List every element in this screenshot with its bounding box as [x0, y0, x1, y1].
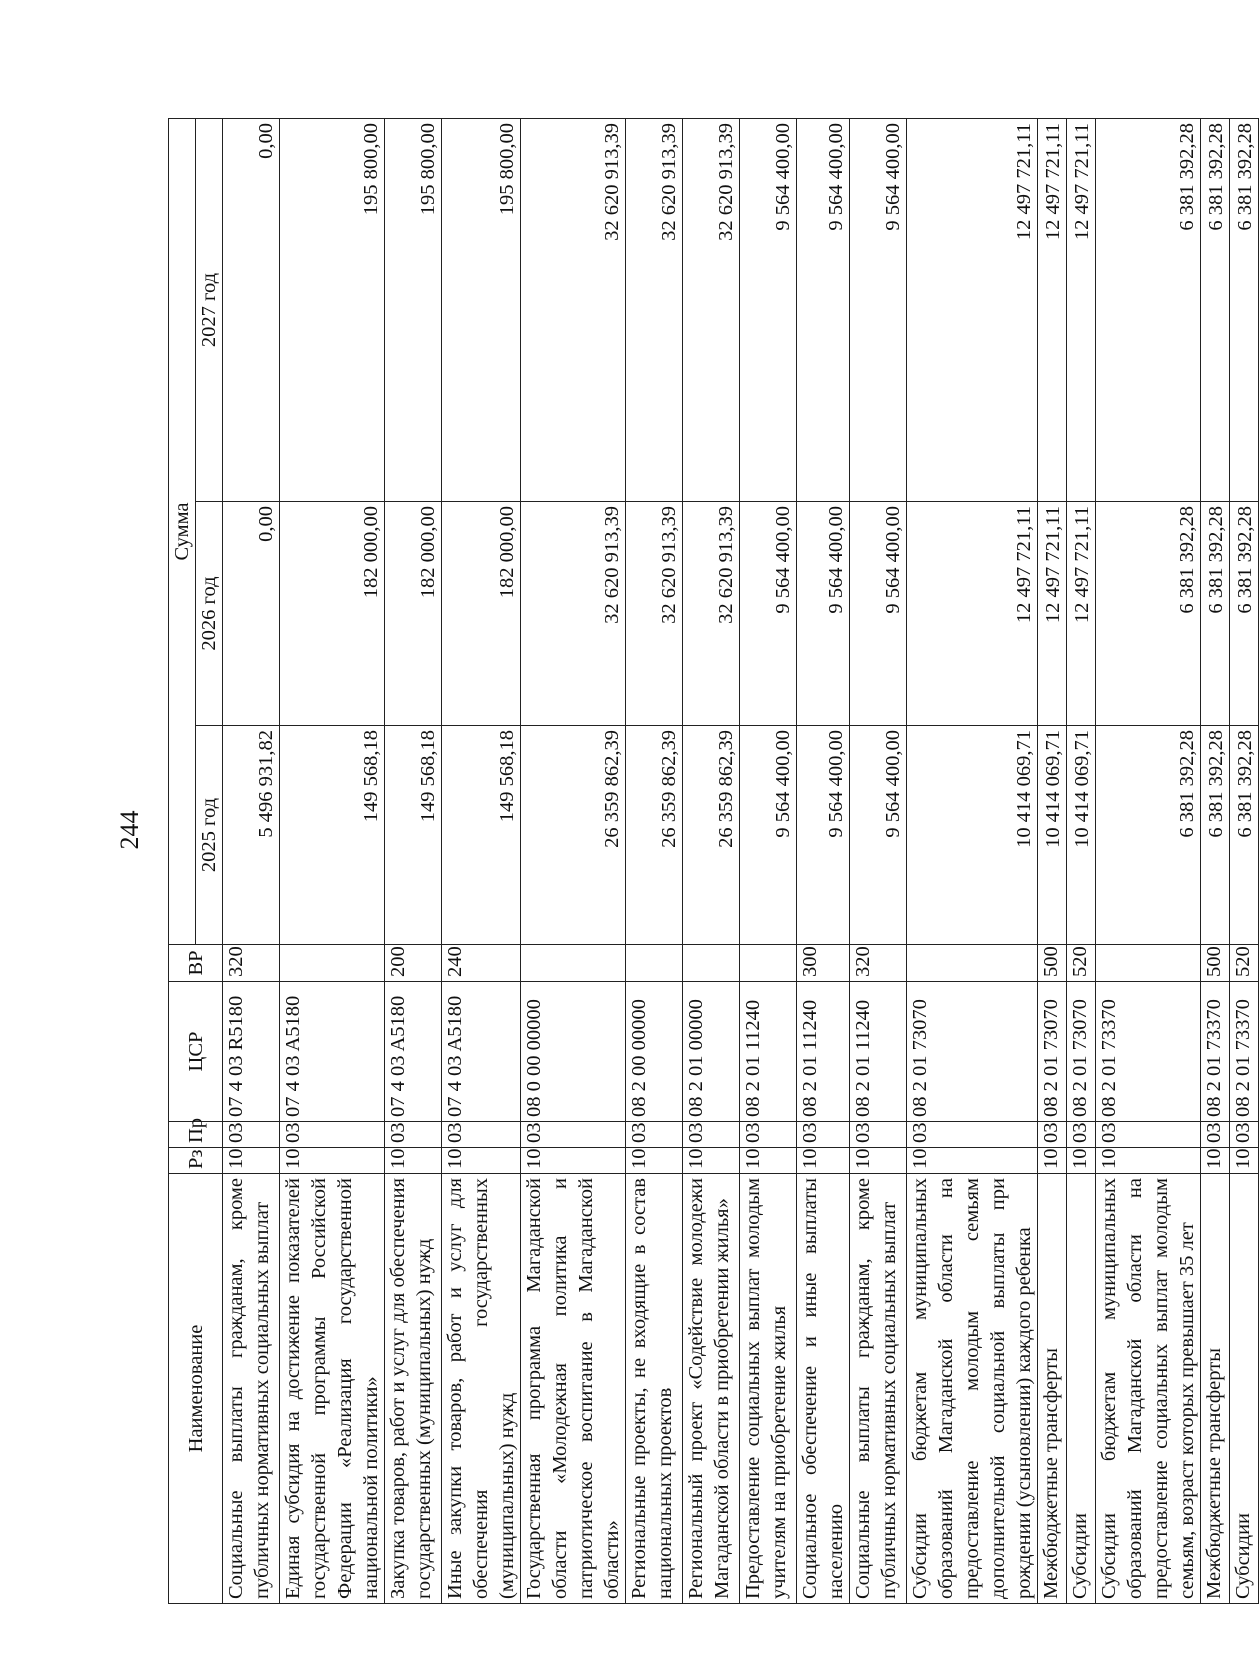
table-row [280, 118, 385, 1603]
row-pr-cell: 03 [1230, 1122, 1259, 1148]
row-rz-cell: 10 [1067, 1148, 1096, 1174]
row-name-cell: Закупка товаров, работ и услуг для обеспечения государственных (муниципальных) нужд [385, 1174, 442, 1604]
table-body [223, 118, 1259, 1603]
row-csr-cell: 08 2 01 00000 [683, 982, 740, 1122]
row-amount-2026-cell: 12 497 721,11 [907, 502, 1038, 726]
row-csr-cell: 08 2 01 11240 [797, 982, 850, 1122]
row-pr-cell: 03 [1096, 1122, 1201, 1148]
row-amount-2027-cell: 32 620 913,39 [683, 118, 740, 501]
row-pr-cell: 03 [740, 1122, 797, 1148]
row-rz-cell: 10 [850, 1148, 907, 1174]
row-name-cell: Государственная программа Магаданской области «Молодежная политика и патриотическое воспитание в Магаданской области» [521, 1174, 626, 1604]
row-vr-cell: 240 [442, 945, 521, 982]
row-rz-cell: 10 [1038, 1148, 1067, 1174]
row-amount-2027-cell: 0,00 [223, 118, 280, 501]
header-year-2025: 2025 год [196, 726, 223, 945]
row-csr-cell: 08 2 01 73370 [1201, 982, 1230, 1122]
rotated-table-container [168, 119, 1256, 1604]
row-amount-2027-cell: 32 620 913,39 [521, 118, 626, 501]
row-pr-cell: 03 [280, 1122, 385, 1148]
row-rz-cell: 10 [907, 1148, 1038, 1174]
row-rz-cell: 10 [1201, 1148, 1230, 1174]
row-name-cell: Субсидии [1067, 1174, 1096, 1604]
header-year-2026: 2026 год [196, 502, 223, 726]
table-row [521, 118, 626, 1603]
row-vr-cell: 300 [797, 945, 850, 982]
row-amount-2027-cell: 9 564 400,00 [850, 118, 907, 501]
row-pr-cell: 03 [223, 1122, 280, 1148]
row-amount-2025-cell: 26 359 862,39 [626, 726, 683, 945]
row-name-cell: Межбюджетные трансферты [1201, 1174, 1230, 1604]
row-amount-2025-cell: 6 381 392,28 [1230, 726, 1259, 945]
row-name-cell: Социальные выплаты гражданам, кроме публичных нормативных социальных выплат [850, 1174, 907, 1604]
row-name-cell: Иные закупки товаров, работ и услуг для обеспечения государственных (муниципальных) нужд [442, 1174, 521, 1604]
row-amount-2027-cell: 9 564 400,00 [740, 118, 797, 501]
row-vr-cell [740, 945, 797, 982]
row-vr-cell: 520 [1230, 945, 1259, 982]
row-vr-cell [521, 945, 626, 982]
row-amount-2025-cell: 26 359 862,39 [521, 726, 626, 945]
row-rz-cell: 10 [1096, 1148, 1201, 1174]
row-vr-cell: 520 [1067, 945, 1096, 982]
row-amount-2026-cell: 9 564 400,00 [797, 502, 850, 726]
row-amount-2025-cell: 10 414 069,71 [1067, 726, 1096, 945]
header-vr: ВР [169, 945, 223, 982]
table-row [740, 118, 797, 1603]
row-rz-cell: 10 [385, 1148, 442, 1174]
row-amount-2025-cell: 26 359 862,39 [683, 726, 740, 945]
row-rz-cell: 10 [797, 1148, 850, 1174]
row-rz-cell: 10 [740, 1148, 797, 1174]
row-amount-2027-cell: 195 800,00 [385, 118, 442, 501]
row-name-cell: Региональные проекты, не входящие в состав национальных проектов [626, 1174, 683, 1604]
row-amount-2025-cell: 6 381 392,28 [1201, 726, 1230, 945]
row-name-cell: Социальные выплаты гражданам, кроме публичных нормативных социальных выплат [223, 1174, 280, 1604]
row-rz-cell: 10 [521, 1148, 626, 1174]
row-csr-cell: 08 2 01 73070 [1067, 982, 1096, 1122]
row-vr-cell [1096, 945, 1201, 982]
row-vr-cell [683, 945, 740, 982]
row-name-cell: Субсидии [1230, 1174, 1259, 1604]
row-vr-cell: 320 [850, 945, 907, 982]
row-name-cell: Субсидии бюджетам муниципальных образований Магаданской области на предоставление молодым семьям дополнительной социальной выплаты при рождении (усыновлении) каждого ребенка [907, 1174, 1038, 1604]
row-vr-cell [280, 945, 385, 982]
row-amount-2027-cell: 195 800,00 [280, 118, 385, 501]
row-csr-cell: 08 2 01 73370 [1096, 982, 1201, 1122]
row-rz-cell: 10 [626, 1148, 683, 1174]
row-amount-2026-cell: 32 620 913,39 [521, 502, 626, 726]
row-vr-cell: 320 [223, 945, 280, 982]
budget-table [168, 118, 1259, 1604]
row-csr-cell: 07 4 03 A5180 [280, 982, 385, 1122]
row-csr-cell: 08 0 00 00000 [521, 982, 626, 1122]
row-amount-2026-cell: 6 381 392,28 [1201, 502, 1230, 726]
table-row [626, 118, 683, 1603]
row-pr-cell: 03 [442, 1122, 521, 1148]
row-amount-2026-cell: 182 000,00 [442, 502, 521, 726]
table-row [223, 118, 280, 1603]
row-rz-cell: 10 [223, 1148, 280, 1174]
row-amount-2025-cell: 10 414 069,71 [1038, 726, 1067, 945]
header-name: Наименование [169, 1174, 223, 1604]
row-amount-2026-cell: 12 497 721,11 [1038, 502, 1067, 726]
row-pr-cell: 03 [1067, 1122, 1096, 1148]
row-pr-cell: 03 [1038, 1122, 1067, 1148]
row-amount-2026-cell: 182 000,00 [280, 502, 385, 726]
row-amount-2026-cell: 6 381 392,28 [1230, 502, 1259, 726]
row-pr-cell: 03 [385, 1122, 442, 1148]
row-amount-2025-cell: 5 496 931,82 [223, 726, 280, 945]
table-row [1201, 118, 1230, 1603]
row-pr-cell: 03 [683, 1122, 740, 1148]
header-csr: ЦСР [169, 982, 223, 1122]
table-row [683, 118, 740, 1603]
row-vr-cell: 200 [385, 945, 442, 982]
row-vr-cell [626, 945, 683, 982]
row-name-cell: Единая субсидия на достижение показателей государственной программы Российской Федерации «Реализация государственной национальной политики» [280, 1174, 385, 1604]
row-name-cell: Региональный проект «Содействие молодежи Магаданской области в приобретении жилья» [683, 1174, 740, 1604]
row-vr-cell: 500 [1201, 945, 1230, 982]
row-amount-2026-cell: 32 620 913,39 [626, 502, 683, 726]
row-csr-cell: 08 2 01 11240 [740, 982, 797, 1122]
row-rz-cell: 10 [442, 1148, 521, 1174]
row-amount-2025-cell: 9 564 400,00 [740, 726, 797, 945]
table-row [850, 118, 907, 1603]
row-amount-2026-cell: 9 564 400,00 [850, 502, 907, 726]
row-amount-2025-cell: 10 414 069,71 [907, 726, 1038, 945]
header-pr: Пр [169, 1122, 223, 1148]
row-amount-2027-cell: 6 381 392,28 [1230, 118, 1259, 501]
row-csr-cell: 07 4 03 R5180 [223, 982, 280, 1122]
header-row-1 [169, 118, 196, 1603]
row-amount-2025-cell: 149 568,18 [385, 726, 442, 945]
row-amount-2027-cell: 6 381 392,28 [1201, 118, 1230, 501]
row-amount-2027-cell: 9 564 400,00 [797, 118, 850, 501]
row-amount-2027-cell: 12 497 721,11 [907, 118, 1038, 501]
row-amount-2026-cell: 6 381 392,28 [1096, 502, 1201, 726]
row-amount-2027-cell: 195 800,00 [442, 118, 521, 501]
table-row [1067, 118, 1096, 1603]
row-name-cell: Субсидии бюджетам муниципальных образований Магаданской области на предоставление социальных выплат молодым семьям, возраст которых превышает 35 лет [1096, 1174, 1201, 1604]
row-amount-2027-cell: 6 381 392,28 [1096, 118, 1201, 501]
header-year-2027: 2027 год [196, 118, 223, 501]
table-row [907, 118, 1038, 1603]
row-pr-cell: 03 [797, 1122, 850, 1148]
row-pr-cell: 03 [907, 1122, 1038, 1148]
row-pr-cell: 03 [850, 1122, 907, 1148]
row-name-cell: Социальное обеспечение и иные выплаты населению [797, 1174, 850, 1604]
header-rz: Рз [169, 1148, 223, 1174]
header-sum: Сумма [169, 118, 196, 944]
row-amount-2025-cell: 6 381 392,28 [1096, 726, 1201, 945]
row-amount-2025-cell: 9 564 400,00 [850, 726, 907, 945]
table-row [442, 118, 521, 1603]
row-name-cell: Межбюджетные трансферты [1038, 1174, 1067, 1604]
row-amount-2026-cell: 0,00 [223, 502, 280, 726]
row-rz-cell: 10 [683, 1148, 740, 1174]
row-amount-2027-cell: 12 497 721,11 [1067, 118, 1096, 501]
table-row [797, 118, 850, 1603]
row-name-cell: Предоставление социальных выплат молодым учителям на приобретение жилья [740, 1174, 797, 1604]
row-vr-cell: 500 [1038, 945, 1067, 982]
row-vr-cell [907, 945, 1038, 982]
page-number: 244 [115, 810, 144, 850]
row-amount-2025-cell: 149 568,18 [442, 726, 521, 945]
row-amount-2025-cell: 149 568,18 [280, 726, 385, 945]
table-row [1038, 118, 1067, 1603]
row-rz-cell: 10 [280, 1148, 385, 1174]
row-pr-cell: 03 [521, 1122, 626, 1148]
row-amount-2027-cell: 32 620 913,39 [626, 118, 683, 501]
row-rz-cell: 10 [1230, 1148, 1259, 1174]
row-csr-cell: 08 2 00 00000 [626, 982, 683, 1122]
row-csr-cell: 08 2 01 73070 [907, 982, 1038, 1122]
table-row [1230, 118, 1259, 1603]
table-row [385, 118, 442, 1603]
row-amount-2027-cell: 12 497 721,11 [1038, 118, 1067, 501]
row-csr-cell: 08 2 01 11240 [850, 982, 907, 1122]
row-amount-2025-cell: 9 564 400,00 [797, 726, 850, 945]
row-amount-2026-cell: 182 000,00 [385, 502, 442, 726]
row-pr-cell: 03 [1201, 1122, 1230, 1148]
table-row [1096, 118, 1201, 1603]
row-csr-cell: 08 2 01 73070 [1038, 982, 1067, 1122]
row-pr-cell: 03 [626, 1122, 683, 1148]
row-csr-cell: 07 4 03 A5180 [385, 982, 442, 1122]
row-amount-2026-cell: 12 497 721,11 [1067, 502, 1096, 726]
row-amount-2026-cell: 32 620 913,39 [683, 502, 740, 726]
row-csr-cell: 08 2 01 73370 [1230, 982, 1259, 1122]
row-amount-2026-cell: 9 564 400,00 [740, 502, 797, 726]
row-csr-cell: 07 4 03 A5180 [442, 982, 521, 1122]
